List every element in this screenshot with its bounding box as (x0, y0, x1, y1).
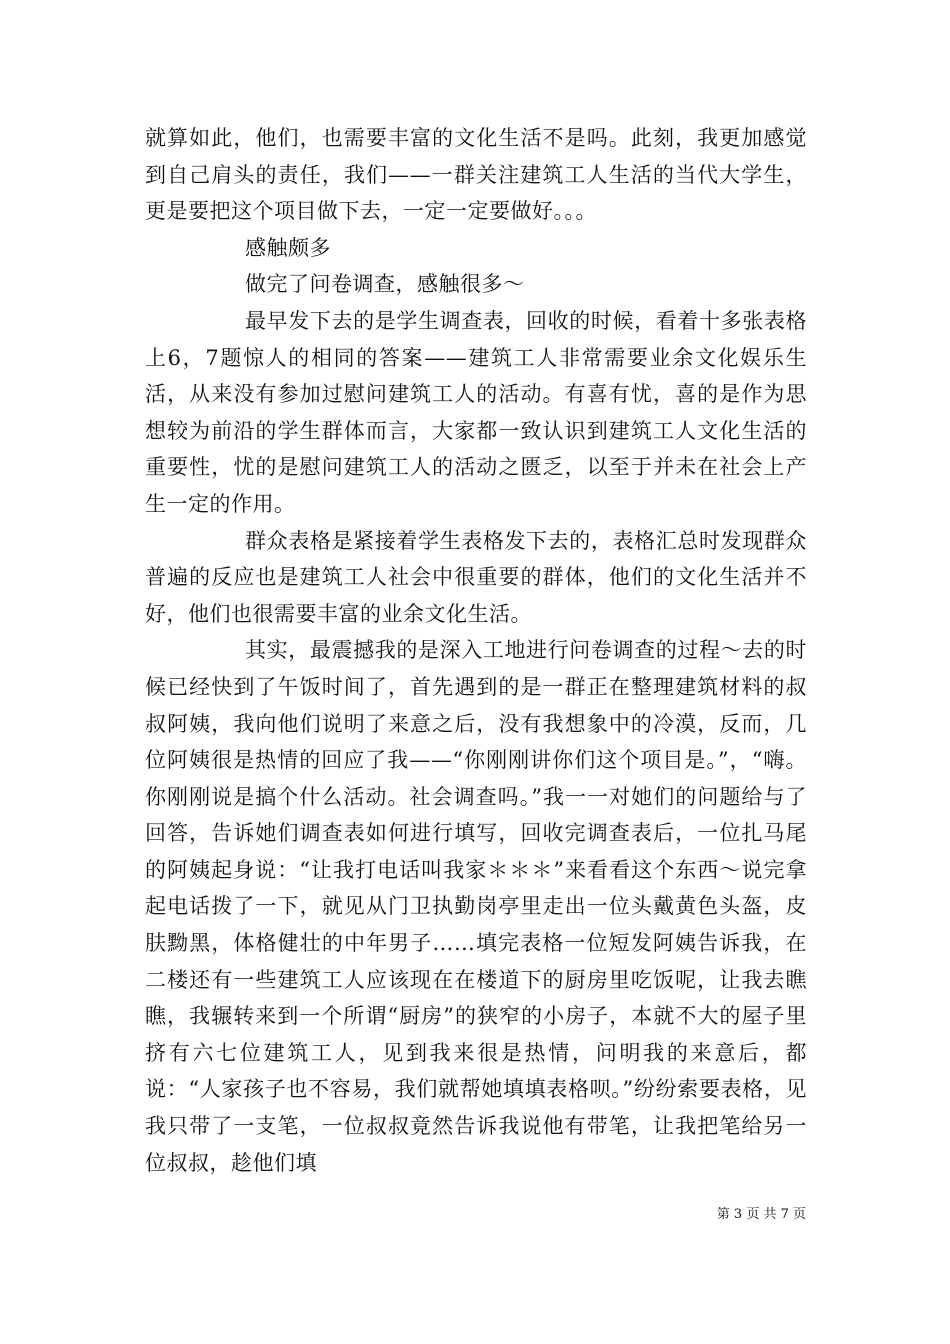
page-number: 第 3 页 共 7 页 (716, 1207, 806, 1222)
section-heading: 感触颇多 (245, 235, 331, 260)
paragraph-site-visit: 其实，最震撼我的是深入工地进行问卷调查的过程～去的时候已经快到了午饭时间了，首先遇到的是一群正在整理建筑材料的叔叔阿姨，我向他们说明了来意之后，没有我想象中的冷漠，反而，几位阿姨很是热情的回应了我——“你刚刚讲你们这个项目是。”，“嗨。你刚刚说是搞个什么活动。社会调查吗。”我一一对她们的问题给与了回答，告诉她们调查表如何进行填写，回收完调查表后，一位扎马尾的阿姨起身说：“让我打电话叫我家＊＊＊”来看看这个东西～说完拿起电话拨了一下，就见从门卫执勤岗亭里走出一位头戴黄色头盔，皮肤黝黑，体格健壮的中年男子……填完表格一位短发阿姨告诉我，在二楼还有一些建筑工人应该现在在楼道下的厨房里吃饭呢，让我去瞧瞧，我辗转来到一个所谓“厨房”的狭窄的小房子，本就不大的屋子里挤有六七位建筑工人，见到我来很是热情，问明我的来意后，都说：“人家孩子也不容易，我们就帮她填填表格呗。”纷纷索要表格，见我只带了一支笔，一位叔叔竟然告诉我说他有带笔，让我把笔给另一位叔叔，趁他们填 (145, 638, 807, 1175)
paragraph-continuation: 就算如此，他们，也需要丰富的文化生活不是吗。此刻，我更加感觉到自己肩头的责任，我们——一群关注建筑工人生活的当代大学生，更是要把这个项目做下去，一定一定要做好。。。 (145, 126, 807, 224)
document-body (145, 120, 807, 1181)
paragraph-public-survey: 群众表格是紧接着学生表格发下去的，表格汇总时发现群众普遍的反应也是建筑工人社会中很重要的群体，他们的文化生活并不好，他们也很需要丰富的业余文化生活。 (145, 528, 807, 626)
paragraph-intro: 做完了问卷调查，感触很多～ (245, 272, 525, 297)
paragraph-student-survey: 最早发下去的是学生调查表，回收的时候，看着十多张表格上6，7题惊人的相同的答案——建筑工人非常需要业余文化娱乐生活，从来没有参加过慰问建筑工人的活动。有喜有忧，喜的是作为思想较为前沿的学生群体而言，大家都一致认识到建筑工人文化生活的重要性，忧的是慰问建筑工人的活动之匮乏，以至于并未在社会上产生一定的作用。 (145, 308, 807, 516)
